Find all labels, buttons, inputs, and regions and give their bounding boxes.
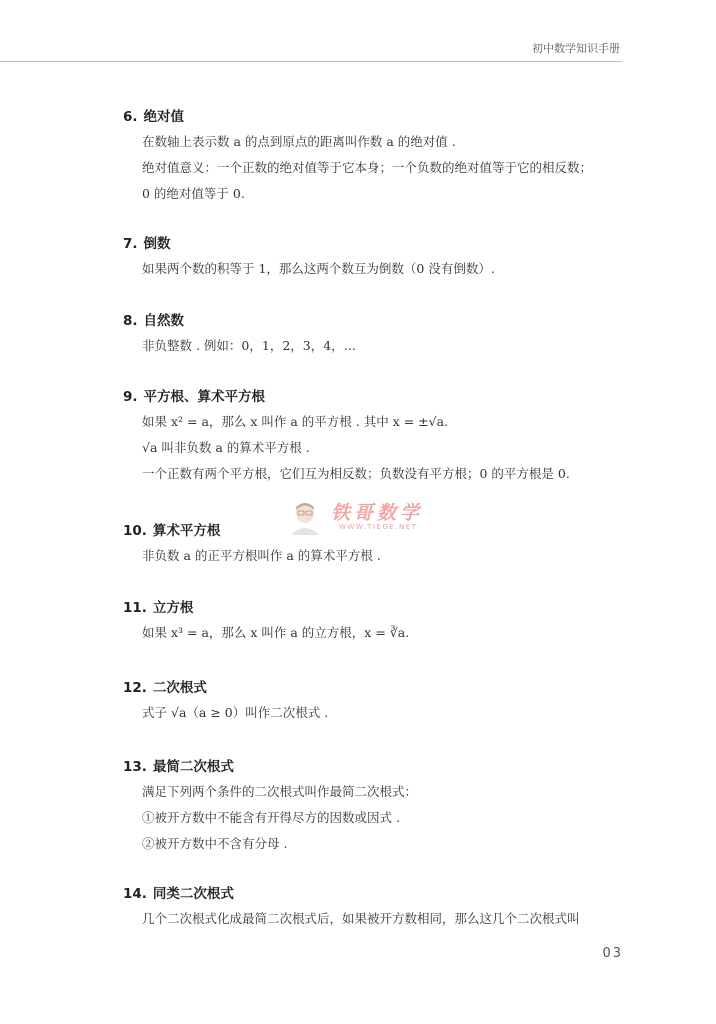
- section-arithmetic-square-root: [123, 519, 643, 569]
- section-line: 在数轴上表示数 a 的点到原点的距离叫作数 a 的绝对值 .: [142, 134, 456, 149]
- section-title: 最简二次根式: [152, 759, 234, 775]
- section-title: 平方根、算术平方根: [143, 389, 266, 405]
- section-title: 绝对值: [143, 109, 185, 125]
- section-heading: [123, 385, 643, 409]
- section-similar-radicals: [123, 882, 643, 932]
- section-cube-root: [123, 596, 643, 646]
- section-line: 如果 x³ = a，那么 x 叫作 a 的立方根，x = ∛a.: [142, 625, 410, 640]
- section-heading: [123, 232, 643, 256]
- section-heading: [123, 882, 643, 906]
- section-absolute-value: [123, 105, 643, 207]
- section-number: 10.: [123, 523, 147, 539]
- section-title: 自然数: [143, 313, 185, 329]
- section-line: 一个正数有两个平方根，它们互为相反数；负数没有平方根；0 的平方根是 0.: [142, 466, 570, 481]
- section-simplest-radical: [123, 755, 643, 857]
- section-title: 算术平方根: [152, 523, 221, 539]
- section-square-root: [123, 385, 643, 487]
- section-number: 12.: [123, 680, 147, 696]
- header-divider: [0, 61, 622, 62]
- watermark-url: WWW.TIEGE.NET: [339, 523, 418, 531]
- section-heading: [123, 309, 643, 333]
- section-number: 11.: [123, 600, 147, 616]
- section-number: 13.: [123, 759, 147, 775]
- section-line: 非负数 a 的正平方根叫作 a 的算术平方根 .: [142, 548, 381, 563]
- section-number: 6.: [123, 109, 138, 125]
- section-line: 满足下列两个条件的二次根式叫作最简二次根式：: [142, 784, 418, 799]
- section-title: 同类二次根式: [152, 886, 234, 902]
- section-line: √a 叫非负数 a 的算术平方根 .: [142, 440, 310, 455]
- section-reciprocal: [123, 232, 643, 282]
- section-number: 14.: [123, 886, 147, 902]
- section-line: ①被开方数中不能含有开得尽方的因数或因式 .: [142, 810, 400, 825]
- section-number: 7.: [123, 236, 138, 252]
- section-line: 如果两个数的积等于 1，那么这两个数互为倒数（0 没有倒数）.: [142, 261, 495, 276]
- section-heading: [123, 519, 643, 543]
- section-line: 绝对值意义：一个正数的绝对值等于它本身；一个负数的绝对值等于它的相反数；: [142, 160, 593, 175]
- section-line: 0 的绝对值等于 0.: [142, 186, 245, 201]
- section-title: 二次根式: [152, 680, 207, 696]
- section-quadratic-radical: [123, 676, 643, 726]
- section-number: 9.: [123, 389, 138, 405]
- section-title: 倒数: [143, 236, 171, 252]
- section-title: 立方根: [152, 600, 194, 616]
- section-heading: [123, 596, 643, 620]
- section-line: 式子 √a（a ≥ 0）叫作二次根式 .: [142, 705, 329, 720]
- watermark-text: 铁哥数学: [331, 502, 424, 524]
- section-line: ②被开方数中不含有分母 .: [142, 836, 288, 851]
- page-number: 03: [602, 946, 623, 961]
- section-natural-numbers: [123, 309, 643, 359]
- section-number: 8.: [123, 313, 138, 329]
- section-line: 几个二次根式化成最简二次根式后，如果被开方数相同，那么这几个二次根式叫: [142, 911, 580, 926]
- section-line: 如果 x² = a，那么 x 叫作 a 的平方根 . 其中 x = ±√a.: [142, 414, 449, 429]
- section-heading: [123, 676, 643, 700]
- header-title: 初中数学知识手册: [532, 42, 620, 55]
- section-heading: [123, 105, 643, 129]
- section-heading: [123, 755, 643, 779]
- section-line: 非负整数 . 例如：0，1，2，3，4，…: [142, 338, 357, 353]
